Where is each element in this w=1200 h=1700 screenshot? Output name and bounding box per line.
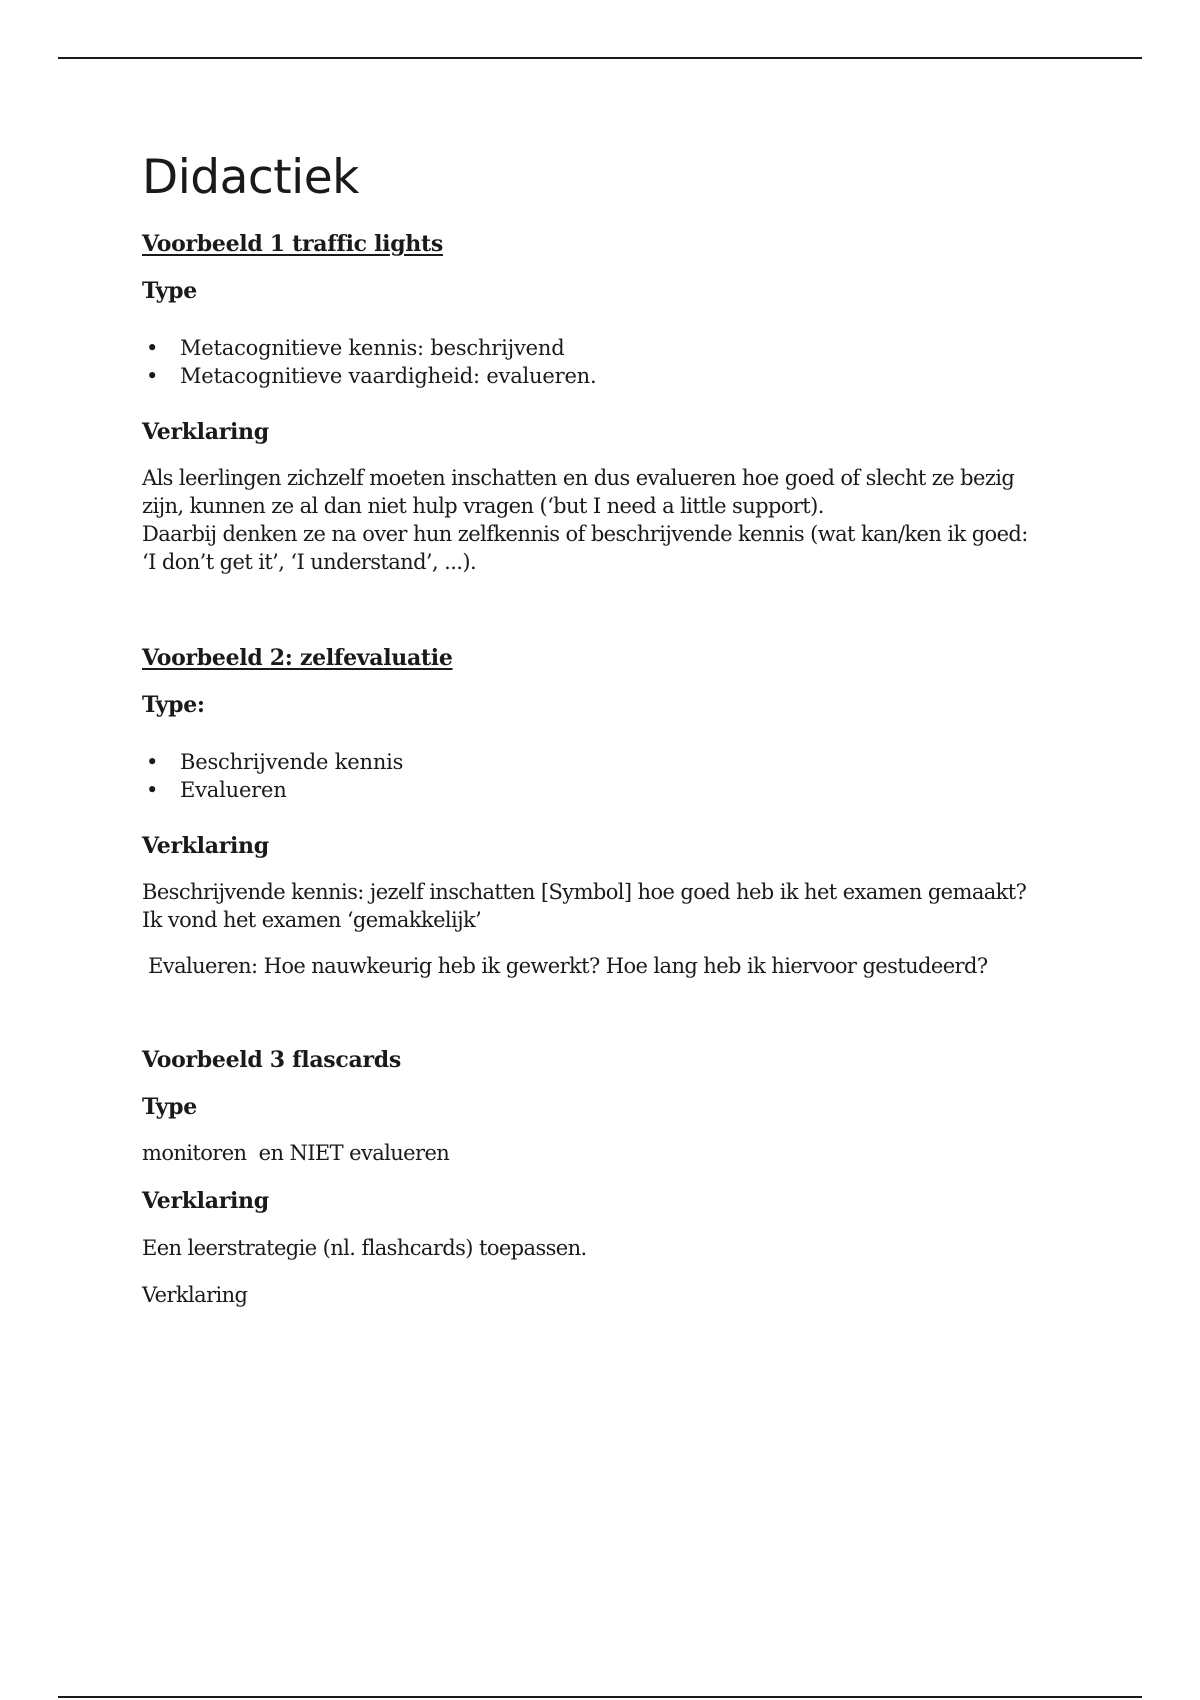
section1-explanation-line: zijn, kunnen ze al dan niet hulp vragen (‘but I need a little support). [142, 494, 824, 518]
section1-explanation-line: Daarbij denken ze na over hun zelfkennis of beschrijvende kennis (wat kan/ken ik goed: [142, 522, 1028, 546]
section1-type-label: Type [142, 278, 197, 304]
section2-heading: Voorbeeld 2: zelfevaluatie [142, 645, 453, 671]
section3-trailing-text: Verklaring [142, 1283, 248, 1307]
header-rule [58, 57, 1142, 59]
section3-type-text: monitoren en NIET evalueren [142, 1141, 450, 1165]
section1-explanation-line: Als leerlingen zichzelf moeten inschatten en dus evalueren hoe goed of slecht ze bezig [142, 466, 1015, 490]
section2-explanation-line: Beschrijvende kennis: jezelf inschatten [Symbol] hoe goed heb ik het examen gemaakt? [142, 880, 1027, 904]
section1-heading: Voorbeeld 1 traffic lights [142, 231, 443, 257]
bullet-icon: • [146, 336, 159, 360]
section2-explanation-label: Verklaring [142, 833, 269, 859]
section3-explanation-text: Een leerstrategie (nl. flashcards) toepassen. [142, 1236, 587, 1260]
section2-explanation-line: Ik vond het examen ‘gemakkelijk’ [142, 908, 482, 932]
bullet-icon: • [146, 750, 159, 774]
section2-extra-line: Evalueren: Hoe nauwkeurig heb ik gewerkt? Hoe lang heb ik hiervoor gestudeerd? [142, 954, 988, 978]
section3-heading: Voorbeeld 3 flascards [142, 1047, 401, 1073]
section3-type-label: Type [142, 1094, 197, 1120]
footer-rule [58, 1696, 1142, 1698]
section3-explanation-label: Verklaring [142, 1188, 269, 1214]
section2-type-label: Type: [142, 692, 205, 718]
bullet-icon: • [146, 364, 159, 388]
section1-explanation-label: Verklaring [142, 419, 269, 445]
bullet-icon: • [146, 778, 159, 802]
section1-explanation-line: ‘I don’t get it’, ‘I understand’, ...). [142, 550, 477, 574]
page-title: Didactiek [142, 150, 359, 205]
